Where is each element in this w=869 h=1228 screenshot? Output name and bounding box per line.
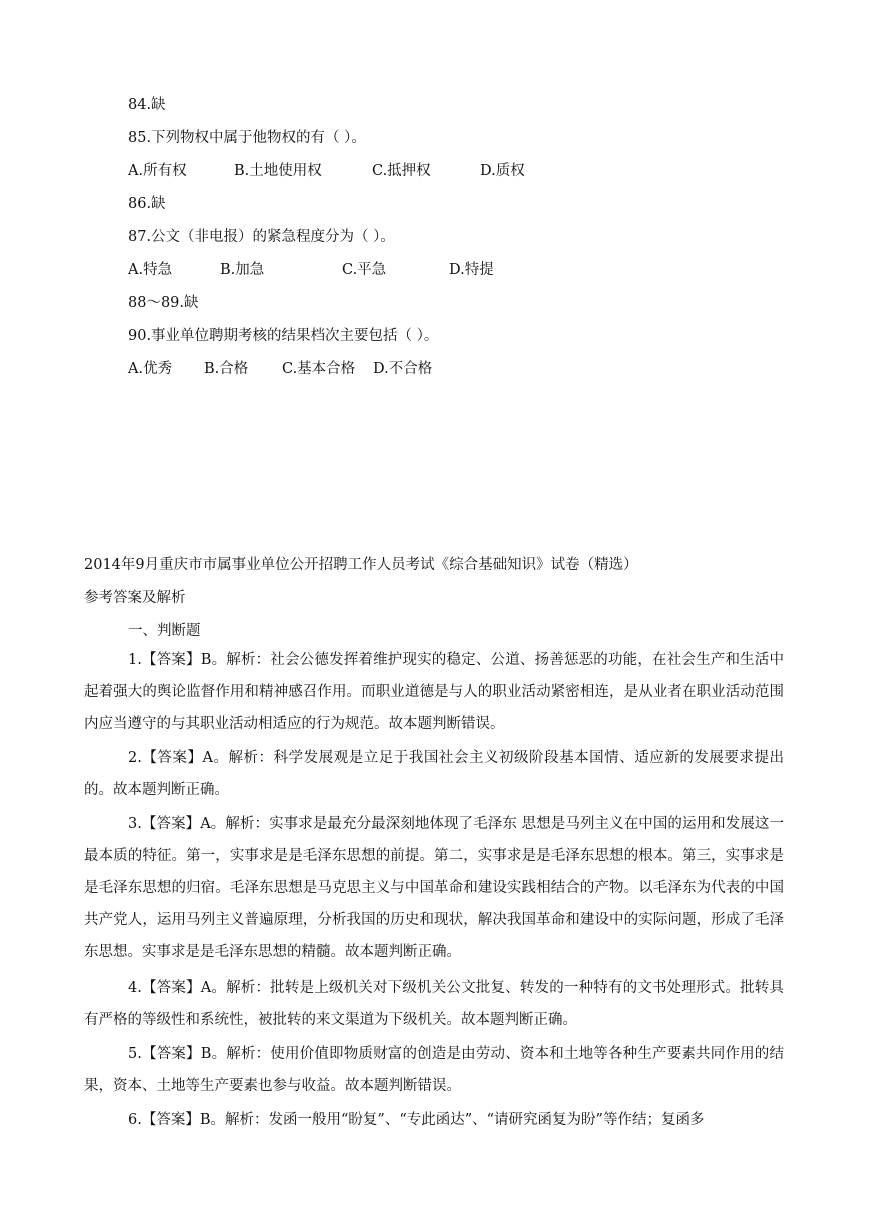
option-d: D.特提 [449, 262, 494, 278]
answer-1: 1.【答案】B。解析：社会公德发挥着维护现实的稳定、公道、扬善惩恶的功能，在社会生产和生活中起着强大的舆论监督作用和精神感召作用。而职业道德是与人的职业活动紧密相连，是从业者在职业活动范围内应当遵守的与其职业活动相适应的行为规范。故本题判断错误。 [84, 652, 784, 732]
answer-2: 2.【答案】A。解析：科学发展观是立足于我国社会主义初级阶段基本国情、适应新的发展要求提出的。故本题判断正确。 [84, 750, 784, 798]
question-86: 86.缺 [128, 196, 166, 212]
option-c: C.抵押权 [372, 163, 431, 179]
answer-5: 5.【答案】B。解析：使用价值即物质财富的创造是由劳动、资本和土地等各种生产要素共同作用的结果，资本、土地等生产要素也参与收益。故本题判断错误。 [84, 1046, 784, 1094]
answer-subtitle: 参考答案及解析 [84, 590, 186, 606]
option-d: D.不合格 [373, 361, 433, 377]
option-c: C.平急 [342, 262, 387, 278]
option-b: B.加急 [220, 262, 265, 278]
option-d: D.质权 [480, 163, 525, 179]
option-b: B.土地使用权 [234, 163, 322, 179]
option-b: B.合格 [204, 361, 249, 377]
question-84: 84.缺 [128, 97, 166, 113]
option-a: A.所有权 [128, 163, 187, 179]
option-c: C.基本合格 [282, 361, 356, 377]
question-87: 87.公文（非电报）的紧急程度分为（ ）。 [128, 229, 395, 245]
question-88-89: 88～89.缺 [128, 295, 199, 311]
section-heading: 一、判断题 [128, 623, 201, 639]
question-90: 90.事业单位聘期考核的结果档次主要包括（ ）。 [128, 328, 439, 344]
document-title: 2014年9月重庆市市属事业单位公开招聘工作人员考试《综合基础知识》试卷（精选） [84, 557, 638, 573]
option-a: A.优秀 [128, 361, 173, 377]
question-85: 85.下列物权中属于他物权的有（ ）。 [128, 130, 366, 146]
option-a: A.特急 [128, 262, 173, 278]
answer-4: 4.【答案】A。解析：批转是上级机关对下级机关公文批复、转发的一种特有的文书处理形式。批转具有严格的等级性和系统性，被批转的来文渠道为下级机关。故本题判断正确。 [84, 980, 784, 1028]
answer-6: 6.【答案】B。解析：发函一般用“盼复”、“专此函达”、“请研究函复为盼”等作结；复函多 [128, 1112, 705, 1128]
answer-3: 3.【答案】A。解析：实事求是最充分最深刻地体现了毛泽东 思想是马列主义在中国的运用和发展这一最本质的特征。第一，实事求是是毛泽东思想的前提。第二，实事求是是毛泽东思想的根本。第三，实事求是是毛泽东思想的归宿。毛泽东思想是马克思主义与中国革命和建设实践相结合的产物。以毛泽东为代表的中国共产党人，运用马列主义普遍原理，分析我国的历史和现状，解决我国革命和建设中的实际问题，形成了毛泽东思想。实事求是是毛泽东思想的精髓。故本题判断正确。 [84, 816, 784, 960]
